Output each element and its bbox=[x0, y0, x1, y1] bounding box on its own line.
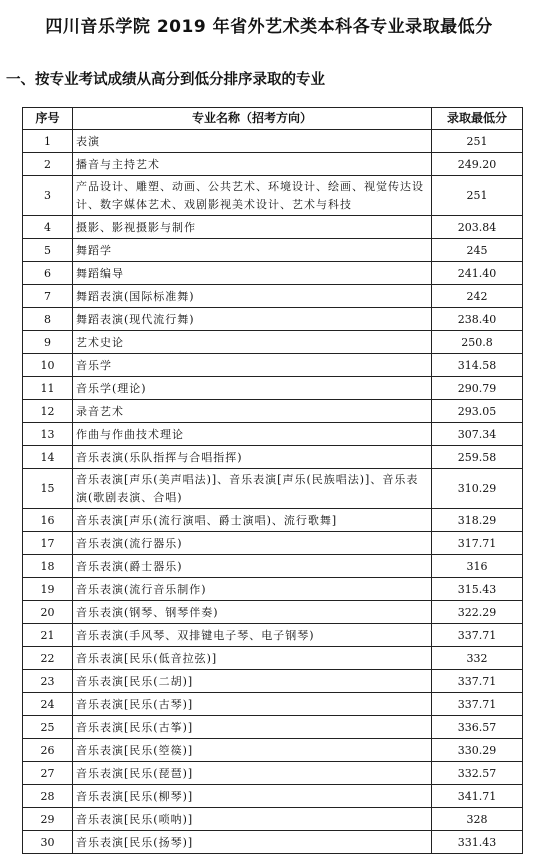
table-row bbox=[23, 555, 523, 578]
min-score-cell: 337.71 bbox=[432, 693, 523, 716]
seq-cell: 23 bbox=[23, 670, 73, 693]
table-row bbox=[23, 716, 523, 739]
min-score-cell: 307.34 bbox=[432, 423, 523, 446]
table-row bbox=[23, 239, 523, 262]
major-name-cell: 产品设计、雕塑、动画、公共艺术、环境设计、绘画、视觉传达设计、数字媒体艺术、戏剧影视美术设计、艺术与科技 bbox=[73, 176, 432, 216]
min-score-cell: 336.57 bbox=[432, 716, 523, 739]
table-row bbox=[23, 400, 523, 423]
table-row bbox=[23, 693, 523, 716]
seq-cell: 5 bbox=[23, 239, 73, 262]
section-heading: 一、按专业考试成绩从高分到低分排序录取的专业 bbox=[6, 72, 325, 88]
major-name-cell: 音乐表演[民乐(唢呐)] bbox=[73, 808, 432, 831]
seq-cell: 19 bbox=[23, 578, 73, 601]
min-score-cell: 290.79 bbox=[432, 377, 523, 400]
table-row bbox=[23, 377, 523, 400]
major-name-cell: 音乐表演[声乐(流行演唱、爵士演唱)、流行歌舞] bbox=[73, 509, 432, 532]
table-row bbox=[23, 176, 523, 216]
min-score-cell: 293.05 bbox=[432, 400, 523, 423]
table-row bbox=[23, 216, 523, 239]
min-score-cell: 251 bbox=[432, 176, 523, 216]
min-score-cell: 242 bbox=[432, 285, 523, 308]
table-row bbox=[23, 624, 523, 647]
seq-cell: 17 bbox=[23, 532, 73, 555]
table-row bbox=[23, 532, 523, 555]
min-score-cell: 331.43 bbox=[432, 831, 523, 854]
seq-cell: 16 bbox=[23, 509, 73, 532]
header-seq: 序号 bbox=[23, 108, 73, 130]
document-title: 四川音乐学院 2019 年省外艺术类本科各专业录取最低分 bbox=[45, 17, 493, 37]
table-row bbox=[23, 285, 523, 308]
seq-cell: 12 bbox=[23, 400, 73, 423]
table-row bbox=[23, 331, 523, 354]
major-name-cell: 音乐表演[民乐(古筝)] bbox=[73, 716, 432, 739]
min-score-cell: 249.20 bbox=[432, 153, 523, 176]
major-name-cell: 舞蹈学 bbox=[73, 239, 432, 262]
seq-cell: 14 bbox=[23, 446, 73, 469]
min-score-cell: 316 bbox=[432, 555, 523, 578]
major-name-cell: 音乐表演[民乐(琵琶)] bbox=[73, 762, 432, 785]
min-score-cell: 259.58 bbox=[432, 446, 523, 469]
major-name-cell: 音乐学(理论) bbox=[73, 377, 432, 400]
seq-cell: 4 bbox=[23, 216, 73, 239]
min-score-cell: 318.29 bbox=[432, 509, 523, 532]
table-row bbox=[23, 153, 523, 176]
major-name-cell: 音乐表演[民乐(古琴)] bbox=[73, 693, 432, 716]
min-score-cell: 332 bbox=[432, 647, 523, 670]
major-name-cell: 音乐表演(乐队指挥与合唱指挥) bbox=[73, 446, 432, 469]
min-score-cell: 251 bbox=[432, 130, 523, 153]
seq-cell: 25 bbox=[23, 716, 73, 739]
seq-cell: 28 bbox=[23, 785, 73, 808]
table-row bbox=[23, 831, 523, 854]
header-major-name: 专业名称（招考方向） bbox=[73, 108, 432, 130]
table-row bbox=[23, 423, 523, 446]
major-name-cell: 音乐表演(流行音乐制作) bbox=[73, 578, 432, 601]
major-name-cell: 录音艺术 bbox=[73, 400, 432, 423]
table-row bbox=[23, 808, 523, 831]
major-name-cell: 作曲与作曲技术理论 bbox=[73, 423, 432, 446]
major-name-cell: 音乐表演[民乐(扬琴)] bbox=[73, 831, 432, 854]
min-score-cell: 315.43 bbox=[432, 578, 523, 601]
seq-cell: 26 bbox=[23, 739, 73, 762]
table-row bbox=[23, 509, 523, 532]
seq-cell: 13 bbox=[23, 423, 73, 446]
major-name-cell: 艺术史论 bbox=[73, 331, 432, 354]
seq-cell: 10 bbox=[23, 354, 73, 377]
min-score-cell: 310.29 bbox=[432, 469, 523, 509]
table-row bbox=[23, 785, 523, 808]
min-score-cell: 337.71 bbox=[432, 624, 523, 647]
min-score-cell: 238.40 bbox=[432, 308, 523, 331]
seq-cell: 18 bbox=[23, 555, 73, 578]
seq-cell: 22 bbox=[23, 647, 73, 670]
major-name-cell: 舞蹈表演(现代流行舞) bbox=[73, 308, 432, 331]
min-score-cell: 250.8 bbox=[432, 331, 523, 354]
seq-cell: 30 bbox=[23, 831, 73, 854]
header-min-score: 录取最低分 bbox=[432, 108, 523, 130]
major-name-cell: 音乐表演[民乐(箜篌)] bbox=[73, 739, 432, 762]
min-score-cell: 241.40 bbox=[432, 262, 523, 285]
major-name-cell: 音乐表演(爵士器乐) bbox=[73, 555, 432, 578]
major-name-cell: 音乐表演[民乐(柳琴)] bbox=[73, 785, 432, 808]
seq-cell: 20 bbox=[23, 601, 73, 624]
min-score-cell: 314.58 bbox=[432, 354, 523, 377]
major-name-cell: 音乐学 bbox=[73, 354, 432, 377]
major-name-cell: 音乐表演(钢琴、钢琴伴奏) bbox=[73, 601, 432, 624]
table-row bbox=[23, 601, 523, 624]
table-row bbox=[23, 130, 523, 153]
table-row bbox=[23, 647, 523, 670]
table-row bbox=[23, 308, 523, 331]
min-score-cell: 203.84 bbox=[432, 216, 523, 239]
seq-cell: 15 bbox=[23, 469, 73, 509]
min-score-cell: 317.71 bbox=[432, 532, 523, 555]
min-score-cell: 328 bbox=[432, 808, 523, 831]
table-row bbox=[23, 578, 523, 601]
seq-cell: 1 bbox=[23, 130, 73, 153]
min-score-cell: 337.71 bbox=[432, 670, 523, 693]
seq-cell: 29 bbox=[23, 808, 73, 831]
table-row bbox=[23, 262, 523, 285]
table-row bbox=[23, 469, 523, 509]
major-name-cell: 音乐表演(流行器乐) bbox=[73, 532, 432, 555]
major-name-cell: 音乐表演(手风琴、双排键电子琴、电子钢琴) bbox=[73, 624, 432, 647]
min-score-cell: 341.71 bbox=[432, 785, 523, 808]
seq-cell: 27 bbox=[23, 762, 73, 785]
major-name-cell: 音乐表演[声乐(美声唱法)]、音乐表演[声乐(民族唱法)]、音乐表演(歌剧表演、合唱) bbox=[73, 469, 432, 509]
major-name-cell: 表演 bbox=[73, 130, 432, 153]
min-score-cell: 332.57 bbox=[432, 762, 523, 785]
table-row bbox=[23, 739, 523, 762]
major-name-cell: 播音与主持艺术 bbox=[73, 153, 432, 176]
seq-cell: 11 bbox=[23, 377, 73, 400]
table-row bbox=[23, 670, 523, 693]
min-score-cell: 322.29 bbox=[432, 601, 523, 624]
seq-cell: 3 bbox=[23, 176, 73, 216]
seq-cell: 9 bbox=[23, 331, 73, 354]
major-name-cell: 音乐表演[民乐(低音拉弦)] bbox=[73, 647, 432, 670]
seq-cell: 21 bbox=[23, 624, 73, 647]
seq-cell: 6 bbox=[23, 262, 73, 285]
major-name-cell: 舞蹈编导 bbox=[73, 262, 432, 285]
min-score-cell: 330.29 bbox=[432, 739, 523, 762]
major-name-cell: 音乐表演[民乐(二胡)] bbox=[73, 670, 432, 693]
table-header-row bbox=[23, 108, 523, 130]
admission-scores-table bbox=[22, 107, 523, 854]
seq-cell: 24 bbox=[23, 693, 73, 716]
table-row bbox=[23, 762, 523, 785]
table-row bbox=[23, 354, 523, 377]
table-row bbox=[23, 446, 523, 469]
seq-cell: 2 bbox=[23, 153, 73, 176]
major-name-cell: 摄影、影视摄影与制作 bbox=[73, 216, 432, 239]
min-score-cell: 245 bbox=[432, 239, 523, 262]
major-name-cell: 舞蹈表演(国际标准舞) bbox=[73, 285, 432, 308]
seq-cell: 8 bbox=[23, 308, 73, 331]
seq-cell: 7 bbox=[23, 285, 73, 308]
